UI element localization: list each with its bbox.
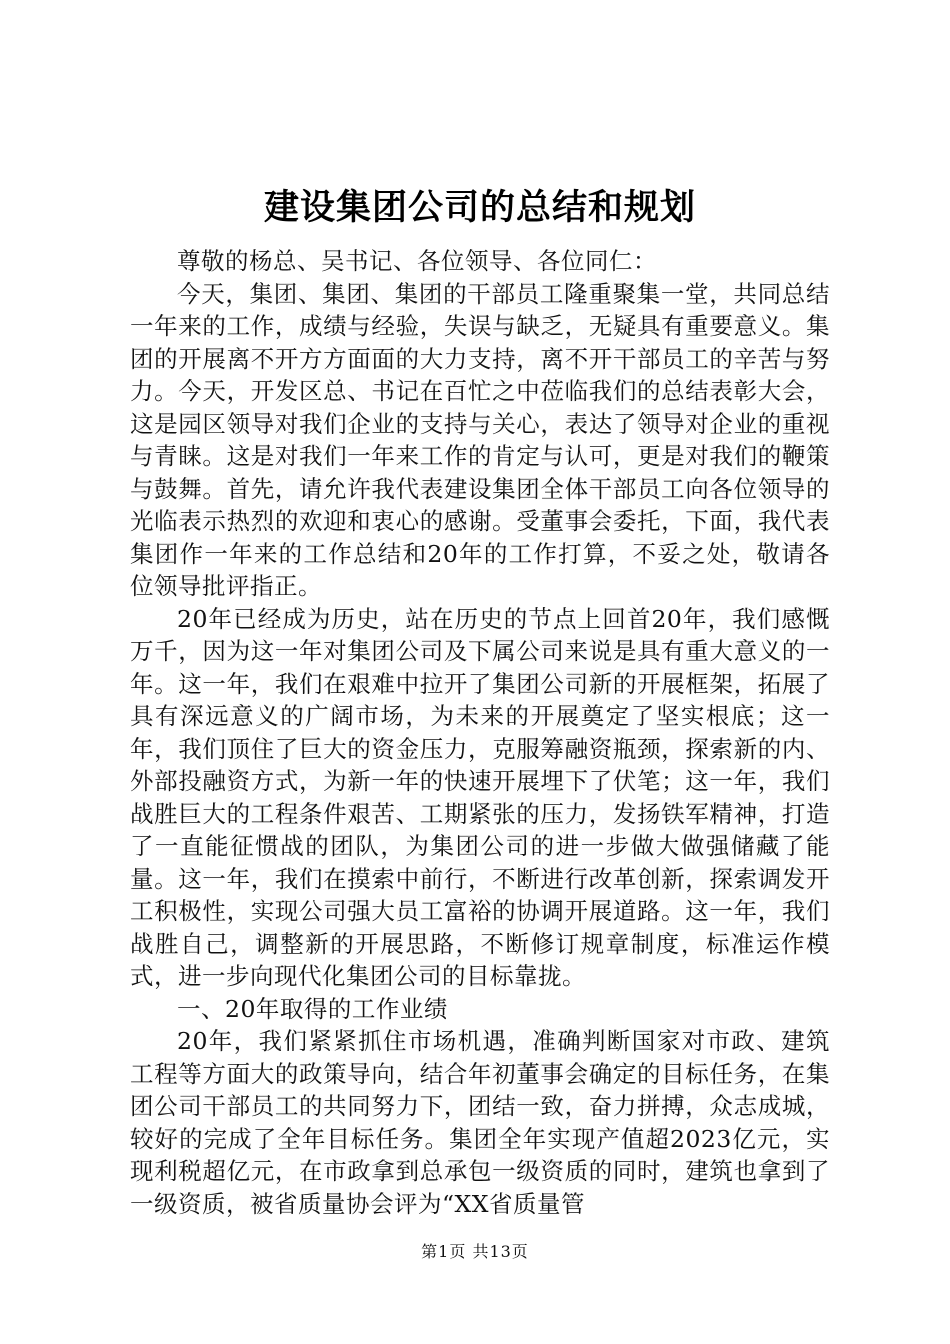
salutation-paragraph: 尊敬的杨总、吴书记、各位领导、各位同仁： [177, 247, 657, 275]
document-body [130, 245, 830, 1220]
page-footer: 第1页 共13页 [421, 1242, 529, 1261]
achievements-paragraph: 20年，我们紧紧抓住市场机遇，准确判断国家对市政、建筑工程等方面大的政策导向，结合年初董事会确定的目标任务，在集团公司干部员工的共同努力下，团结一致，奋力拼搏，众志成城，较好的完成了全年目标任务。集团全年实现产值超2023亿元，实现利税超亿元，在市政拿到总承包一级资质的同时，建筑也拿到了一级资质，被省质量协会评为“XX省质量管 [130, 1027, 830, 1218]
review-paragraph: 20年已经成为历史，站在历史的节点上回首20年，我们感慨万千，因为这一年对集团公司及下属公司来说是具有重大意义的一年。这一年，我们在艰难中拉开了集团公司新的开展框架，拓展了具有深远意义的广阔市场，为未来的开展奠定了坚实根底；这一年，我们顶住了巨大的资金压力，克服筹融资瓶颈，探索新的内、外部投融资方式，为新一年的快速开展埋下了伏笔；这一年，我们战胜巨大的工程条件艰苦、工期紧张的压力，发扬铁军精神，打造了一直能征惯战的团队，为集团公司的进一步做大做强储藏了能量。这一年，我们在摸索中前行，不断进行改革创新，探索调发开工积极性，实现公司强大员工富裕的协调开展道路。这一年，我们战胜自己，调整新的开展思路，不断修订规章制度，标准运作模式，进一步向现代化集团公司的目标靠拢。 [130, 604, 830, 990]
section-heading: 一、20年取得的工作业绩 [177, 994, 448, 1023]
document-title: 建设集团公司的总结和规划 [263, 188, 696, 228]
opening-paragraph: 今天，集团、集团、集团的干部员工隆重聚集一堂，共同总结一年来的工作，成绩与经验，失误与缺乏，无疑具有重要意义。集团的开展离不开方方面面的大力支持，离不开干部员工的辛苦与努力。今天，开发区总、书记在百忙之中莅临我们的总结表彰大会，这是园区领导对我们企业的支持与关心，表达了领导对企业的重视与青睐。这是对我们一年来工作的肯定与认可，更是对我们的鞭策与鼓舞。首先，请允许我代表建设集团全体干部员工向各位领导的光临表示热烈的欢迎和衷心的感谢。受董事会委托，下面，我代表集团作一年来的工作总结和20年的工作打算，不妥之处，敬请各位领导批评指正。 [130, 279, 830, 600]
